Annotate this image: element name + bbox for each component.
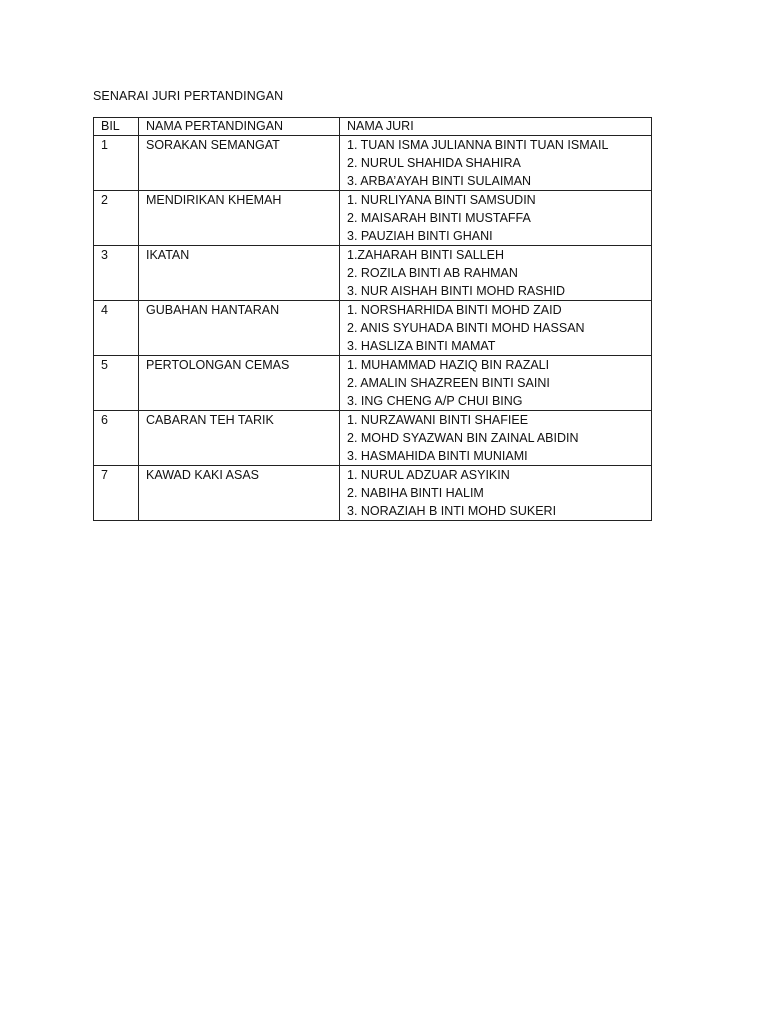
judges-cell [340, 301, 652, 356]
judge-name: 2. ROZILA BINTI AB RAHMAN [347, 266, 518, 280]
judges-cell [340, 466, 652, 521]
judge-name: 3. NUR AISHAH BINTI MOHD RASHID [347, 284, 566, 298]
header-competition: NAMA PERTANDINGAN [139, 118, 340, 136]
judge-name: 3. HASMAHIDA BINTI MUNIAMI [347, 449, 528, 463]
row-number: 1 [94, 136, 139, 191]
judge-name: 3. NORAZIAH B INTI MOHD SUKERI [347, 504, 557, 518]
judges-cell [340, 356, 652, 411]
judge-name: 1. NURLIYANA BINTI SAMSUDIN [347, 193, 536, 207]
judge-name: 3. PAUZIAH BINTI GHANI [347, 229, 493, 243]
table-row [94, 246, 652, 301]
row-number: 3 [94, 246, 139, 301]
judges-cell [340, 411, 652, 466]
judge-name: 2. MAISARAH BINTI MUSTAFFA [347, 211, 531, 225]
judge-name: 2. ANIS SYUHADA BINTI MOHD HASSAN [347, 321, 585, 335]
judge-name: 1.ZAHARAH BINTI SALLEH [347, 248, 504, 262]
judge-name: 2. AMALIN SHAZREEN BINTI SAINI [347, 376, 550, 390]
judges-cell [340, 191, 652, 246]
table-header-row [94, 118, 652, 136]
judge-name: 3. ARBA’AYAH BINTI SULAIMAN [347, 174, 532, 188]
competition-name: SORAKAN SEMANGAT [139, 136, 340, 191]
competition-name: GUBAHAN HANTARAN [139, 301, 340, 356]
row-number: 5 [94, 356, 139, 411]
judge-name: 1. NURZAWANI BINTI SHAFIEE [347, 413, 529, 427]
row-number: 7 [94, 466, 139, 521]
document-title: SENARAI JURI PERTANDINGAN [93, 89, 284, 103]
judge-name: 1. TUAN ISMA JULIANNA BINTI TUAN ISMAIL [347, 138, 609, 152]
judge-name: 2. MOHD SYAZWAN BIN ZAINAL ABIDIN [347, 431, 579, 445]
table-row [94, 301, 652, 356]
table-row [94, 136, 652, 191]
competition-name: CABARAN TEH TARIK [139, 411, 340, 466]
table-row [94, 466, 652, 521]
row-number: 2 [94, 191, 139, 246]
header-bil: BIL [94, 118, 139, 136]
judge-name: 1. NURUL ADZUAR ASYIKIN [347, 468, 510, 482]
competition-name: MENDIRIKAN KHEMAH [139, 191, 340, 246]
judges-cell [340, 136, 652, 191]
table-row [94, 356, 652, 411]
table-row [94, 191, 652, 246]
judge-name: 3. ING CHENG A/P CHUI BING [347, 394, 523, 408]
judges-table [93, 117, 652, 521]
competition-name: IKATAN [139, 246, 340, 301]
judges-cell [340, 246, 652, 301]
competition-name: KAWAD KAKI ASAS [139, 466, 340, 521]
row-number: 4 [94, 301, 139, 356]
judge-name: 3. HASLIZA BINTI MAMAT [347, 339, 496, 353]
judge-name: 1. NORSHARHIDA BINTI MOHD ZAID [347, 303, 562, 317]
judge-name: 1. MUHAMMAD HAZIQ BIN RAZALI [347, 358, 550, 372]
judge-name: 2. NURUL SHAHIDA SHAHIRA [347, 156, 521, 170]
header-judges: NAMA JURI [340, 118, 652, 136]
competition-name: PERTOLONGAN CEMAS [139, 356, 340, 411]
row-number: 6 [94, 411, 139, 466]
table-row [94, 411, 652, 466]
judge-name: 2. NABIHA BINTI HALIM [347, 486, 484, 500]
